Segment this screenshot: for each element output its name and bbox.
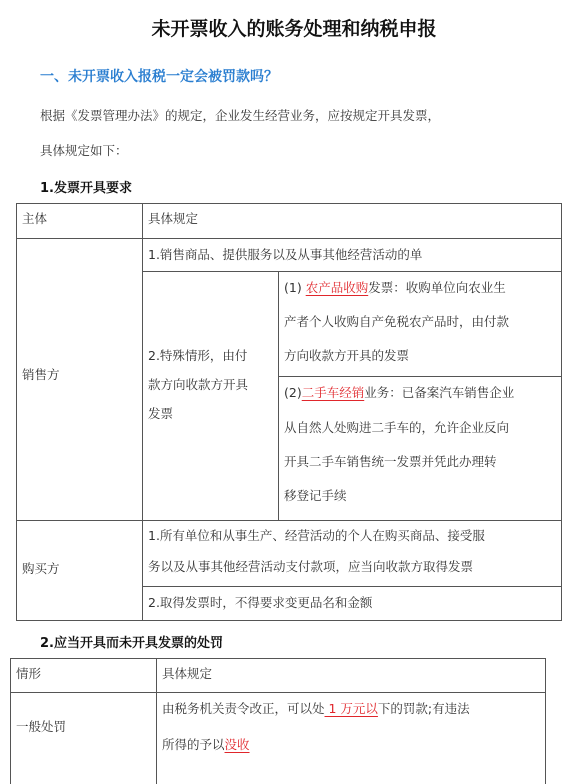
special-case-line: 款方向收款方开具: [148, 377, 249, 392]
farm-product-line: (1) 农产品收购发票：收购单位向农业生: [284, 280, 506, 295]
subheading-invoice-requirements: 1.发票开具要求: [40, 181, 132, 196]
subheading-penalty: 2.应当开具而未开具发票的处罚: [40, 636, 223, 651]
fine-amount-link[interactable]: 1 万元以: [324, 701, 378, 716]
confiscate-link[interactable]: 没收: [224, 737, 250, 752]
header-case: 情形: [16, 666, 42, 681]
seller-rule-1: 1.销售商品、提供服务以及从事其他经营活动的单: [148, 247, 423, 262]
buyer-rule-2: 2.取得发票时，不得要求变更品名和金额: [148, 595, 373, 610]
farm-product-line: 方向收款方开具的发票: [284, 348, 410, 363]
intro-text-2: 具体规定如下：: [40, 143, 128, 158]
buyer-label: 购买方: [22, 561, 60, 576]
seller-label: 销售方: [22, 367, 60, 382]
section-heading: 一、未开票收入报税一定会被罚款吗？: [40, 69, 278, 85]
intro-text: 根据《发票管理办法》的规定，企业发生经营业务，应按规定开具发票，: [40, 108, 441, 123]
farm-product-line: 产者个人收购自产免税农产品时，由付款: [284, 314, 510, 329]
used-car-line: 开具二手车销售统一发票并凭此办理转: [284, 454, 497, 469]
used-car-line: 从自然人处购进二手车的，允许企业反向: [284, 420, 510, 435]
special-case-line: 2.特殊情形，由付: [148, 348, 248, 363]
used-car-line: 移登记手续: [284, 488, 347, 503]
header-subject: 主体: [22, 211, 48, 226]
penalty-rule-line: 由税务机关责令改正，可以处 1 万元以下的罚款;有违法: [162, 701, 470, 716]
general-penalty-label: 一般处罚: [16, 719, 67, 734]
special-case-line: 发票: [148, 406, 174, 421]
header-rule: 具体规定: [148, 211, 199, 226]
buyer-rule-1: 1.所有单位和从事生产、经营活动的个人在购买商品、接受服: [148, 528, 485, 543]
farm-product-link[interactable]: 农产品收购: [305, 280, 369, 295]
used-car-line: (2)二手车经销业务：已备案汽车销售企业: [284, 385, 515, 400]
penalty-rule-line: 所得的予以没收: [162, 737, 250, 752]
page-title: 未开票收入的账务处理和纳税申报: [151, 18, 437, 40]
used-car-link[interactable]: 二手车经销: [301, 385, 365, 400]
buyer-rule-1: 务以及从事其他经营活动支付款项，应当向收款方取得发票: [148, 559, 474, 574]
header-rule: 具体规定: [162, 666, 213, 681]
